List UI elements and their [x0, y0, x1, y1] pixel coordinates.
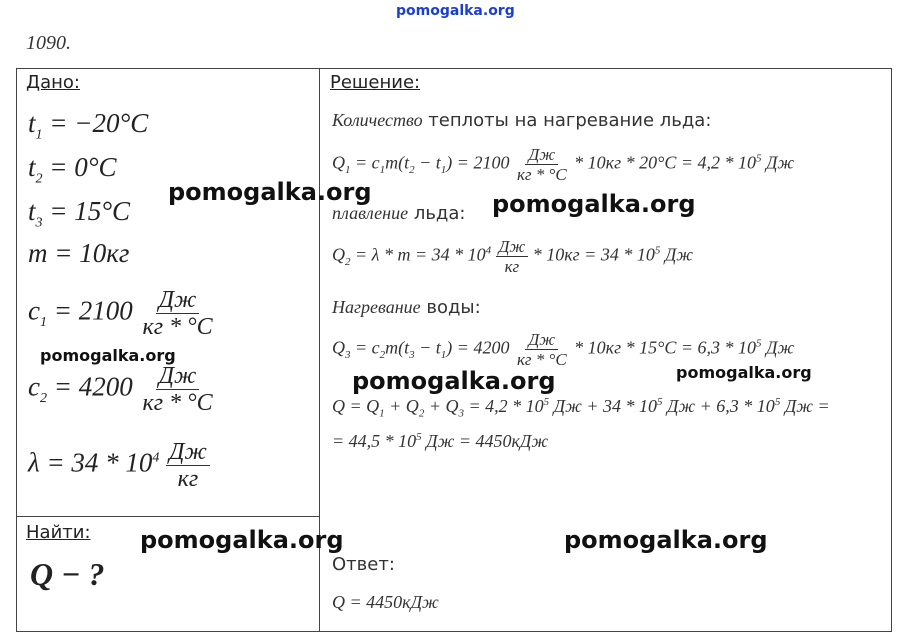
solution-title: Решение: — [330, 72, 421, 93]
table-left-border — [16, 68, 17, 632]
find-value: Q − ? — [30, 556, 105, 592]
table-top-border — [16, 68, 892, 69]
header-site-link[interactable]: pomogalka.org — [396, 3, 515, 19]
problem-number: 1090. — [26, 32, 71, 54]
given-t3: $t_3 = 15^\circ C$ — [28, 196, 131, 231]
given-c1: $c_1 = 2100$ $\frac{Дж}{кг * ^\circ C}$ — [28, 287, 213, 340]
watermark-3: pomogalka.org — [40, 346, 176, 365]
find-title: Найти: — [26, 522, 91, 543]
table-right-border — [891, 68, 892, 632]
solution-q3-formula: $Q_3 = c_2m(t_3 - t_1) = 4200$ $\frac{Дж}{кг * ^\circ C}$ * $10кг * 15^\circ C = 6,3 * 10^5$ Дж — [332, 330, 795, 369]
watermark-2: pomogalka.org — [492, 190, 696, 218]
watermark-5: pomogalka.org — [676, 363, 812, 382]
solution-qsum-line1: $Q = Q_1 + Q_2 + Q_3 = 4,2 * 10^5$ Дж + $34 * 10^5$ Дж + $6,3 * 10^5$ Дж = — [332, 396, 830, 420]
solution-q1-formula: $Q_1 = c_1m(t_2 - t_1) = 2100$ $\frac{Дж}{кг * ^\circ C}$ * $10кг * 20^\circ C = 4,2 * 10^5$ Дж — [332, 145, 795, 184]
given-c2: $c_2 = 4200$ $\frac{Дж}{кг * ^\circ C}$ — [28, 363, 213, 416]
watermark-1: pomogalka.org — [168, 178, 372, 206]
answer-value: Q = 4450кДж — [332, 592, 439, 612]
solution-step3-label: Нагревание воды: — [332, 297, 481, 318]
table-bottom-border — [16, 631, 892, 632]
watermark-6: pomogalka.org — [140, 526, 344, 554]
given-t1: $t_1 = -20^\circ C$ — [28, 108, 149, 143]
watermark-7: pomogalka.org — [564, 526, 768, 554]
given-title: Дано: — [26, 72, 80, 93]
given-find-divider — [16, 516, 320, 517]
solution-q2-formula: $Q_2 = \lambda * m = 34 * 10^4$ $\frac{Дж}{кг}$ * $10кг = 34 * 10^5$ Дж — [332, 237, 694, 276]
solution-step2-label: плавление льда: — [332, 203, 466, 224]
given-mass: m = 10кг — [28, 238, 130, 268]
solution-step1-label: Количество теплоты на нагревание льда: — [332, 110, 712, 131]
given-t2: $t_2 = 0^\circ C$ — [28, 152, 117, 187]
answer-label: Ответ: — [332, 554, 395, 575]
watermark-4: pomogalka.org — [352, 367, 556, 395]
solution-qsum-line2: = $44,5 * 10^5$ Дж = 4450кДж — [332, 431, 549, 451]
given-lambda: $\lambda = 34 * 10^4$ $\frac{Дж}{кг}$ — [28, 440, 210, 491]
